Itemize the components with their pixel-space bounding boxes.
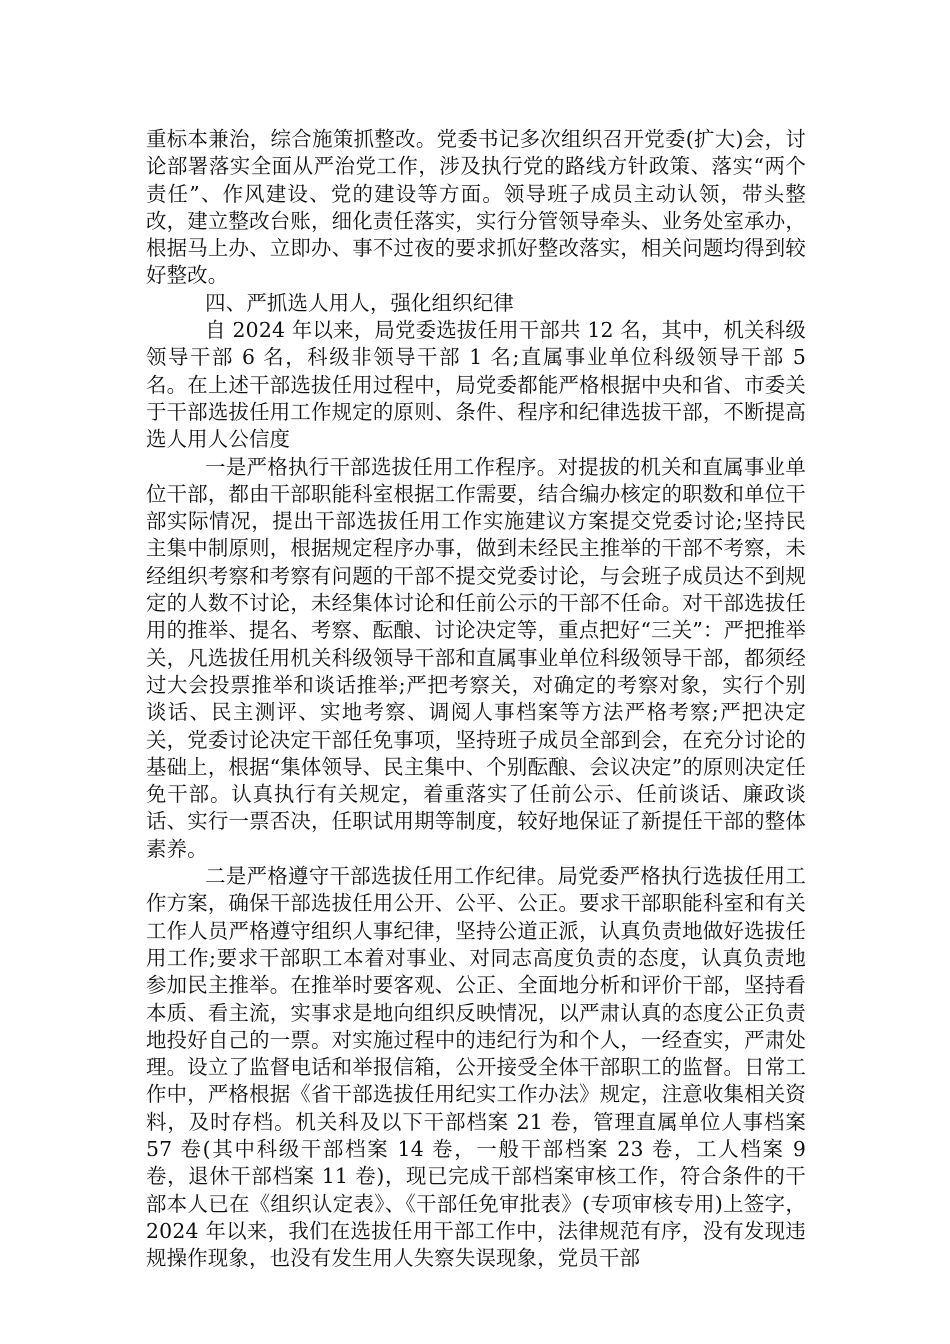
document-body [146,126,806,1272]
paragraph-selection-procedure: 一是严格执行干部选拔任用工作程序。对提拔的机关和直属事业单位干部，都由干部职能科室根据工作需要，结合编办核定的职数和单位干部实际情况，提出干部选拔任用工作实施建议方案提交党委讨论;坚持民主集中制原则，根据规定程序办事，做到未经民主推举的干部不考察，未经组织考察和考察有问题的干部不提交党委讨论，与会班子成员达不到规定的人数不讨论，未经集体讨论和任前公示的干部不任命。对干部选拔任用的推举、提名、考察、酝酿、讨论决定等，重点把好“三关”：严把推举关，凡选拔任用机关科级领导干部和直属事业单位科级领导干部，都须经过大会投票推举和谈话推举;严把考察关，对确定的考察对象，实行个别谈话、民主测评、实地考察、调阅人事档案等方法严格考察;严把决定关，党委讨论决定干部任免事项，坚持班子成员全部到会，在充分讨论的基础上，根据“集体领导、民主集中、个别酝酿、会议决定”的原则决定任免干部。认真执行有关规定，着重落实了任前公示、任前谈话、廉政谈话、实行一票否决，任职试用期等制度，较好地保证了新提任干部的整体素养。 [146,454,806,861]
paragraph-selection-discipline: 二是严格遵守干部选拔任用工作纪律。局党委严格执行选拔任用工作方案，确保干部选拔任用公开、公平、公正。要求干部职能科室和有关工作人员严格遵守组织人事纪律，坚持公道正派，认真负责地做好选拔任用工作;要求干部职工本着对事业、对同志高度负责的态度，认真负责地参加民主推举。在推举时要客观、公正、全面地分析和评价干部，坚持看本质、看主流，实事求是地向组织反映情况，以严肃认真的态度公正负责地投好自己的一票。对实施过程中的违纪行为和个人，一经查实，严肃处理。设立了监督电话和举报信箱，公开接受全体干部职工的监督。日常工作中，严格根据《省干部选拔任用纪实工作办法》规定，注意收集相关资料，及时存档。机关科及以下干部档案 21 卷，管理直属单位人事档案 57 卷(其中科级干部档案 14 卷，一般干部档案 23 卷，工人档案 9 卷，退休干部档案 11 卷)，现已完成干部档案审核工作，符合条件的干部本人已在《组织认定表》、《干部任免审批表》(专项审核专用)上签字，2024 年以来，我们在选拔任用干部工作中，法律规范有序，没有发现违规操作现象，也没有发生用人失察失误现象，党员干部 [146,864,806,1271]
section-heading-four: 四、严抓选人用人，强化组织纪律 [205,290,515,315]
paragraph-rectification: 重标本兼治，综合施策抓整改。党委书记多次组织召开党委(扩大)会，讨论部署落实全面从严治党工作，涉及执行党的路线方针政策、落实“两个责任”、作风建设、党的建设等方面。领导班子成员主动认领，带头整改，建立整改台账，细化责任落实，实行分管领导牵头、业务处室承办，根据马上办、立即办、事不过夜的要求抓好整改落实，相关问题均得到较好整改。 [146,127,806,288]
paragraph-cadre-selection-summary: 自 2024 年以来，局党委选拔任用干部共 12 名，其中，机关科级领导干部 6 名，科级非领导干部 1 名;直属事业单位科级领导干部 5 名。在上述干部选拔任用过程中，局党委都能严格根据中央和省、市委关于干部选拔任用工作规定的原则、条件、程序和纪律选拔干部，不断提高选人用人公信度 [146,318,806,452]
